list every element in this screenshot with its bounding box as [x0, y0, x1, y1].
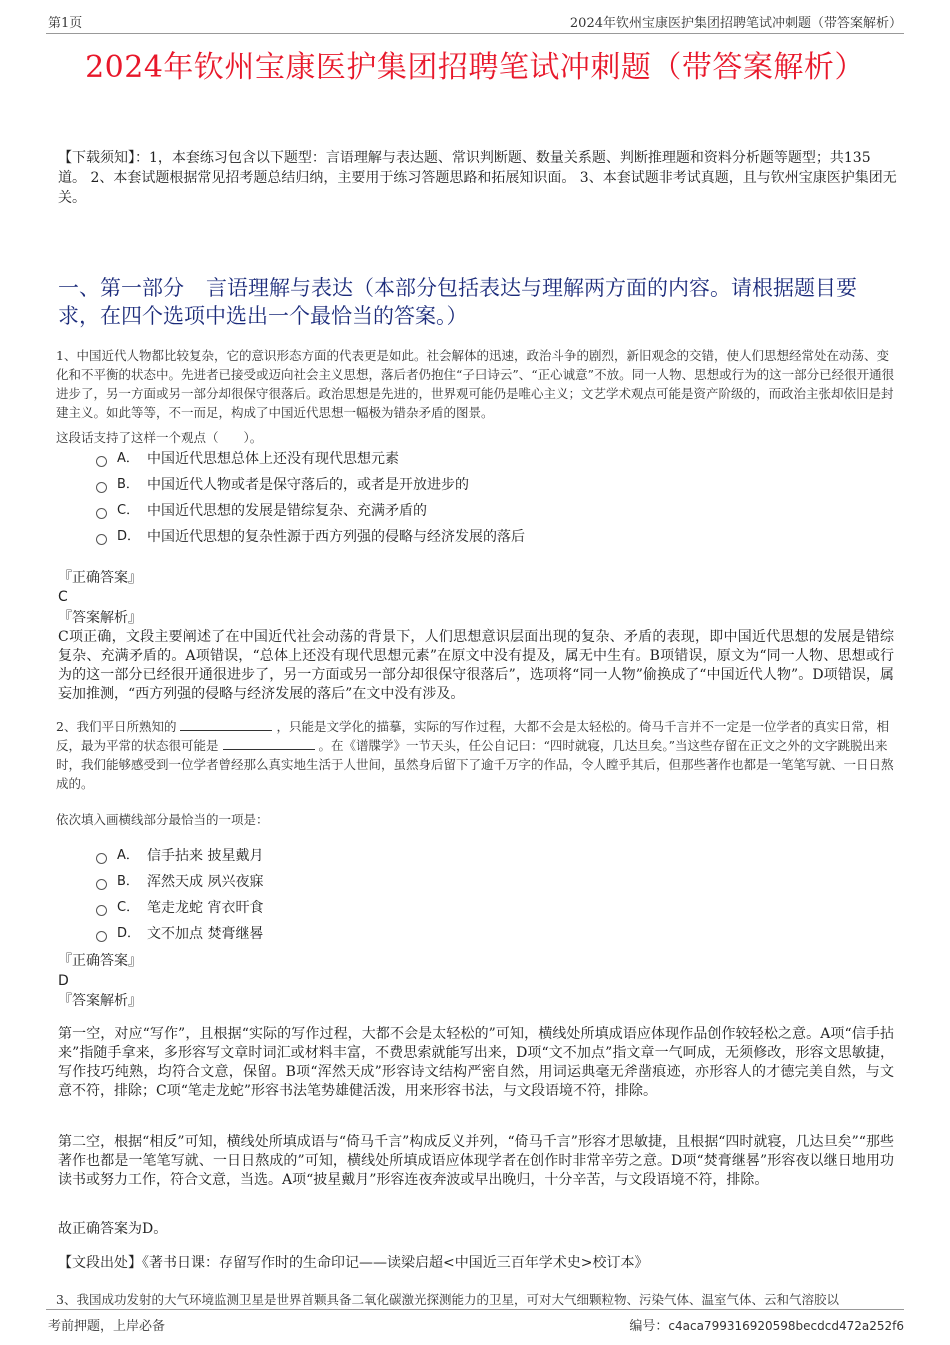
question-2-stem: [56, 717, 898, 793]
option-text: 中国近代思想的复杂性源于西方列强的侵略与经济发展的落后: [147, 529, 525, 545]
fill-blank: [223, 737, 315, 750]
option-text: 中国近代思想总体上还没有现代思想元素: [147, 451, 399, 467]
answer-value: D: [58, 973, 69, 989]
footer-code: [629, 1315, 904, 1334]
stem-part: 2、我们平日所熟知的: [56, 719, 177, 734]
radio-icon[interactable]: [96, 879, 107, 890]
fill-blank: [180, 718, 272, 731]
option-text: 中国近代思想的发展是错综复杂、充满矛盾的: [147, 503, 427, 519]
analysis-text-2: 第二空，根据“相反”可知，横线处所填成语与“倚马千言”构成反义并列，“倚马千言”形容才思敏捷，且根据“四时就寝，几达旦矣”“那些著作也都是一笔笔写就、一日日熬成的”可知，横线处所填成语应体现学者在创作时非常辛劳之意。D项“焚膏继晷”形容夜以继日地用功读书或努力工作，符合文意，当选。A项“披星戴月”形容连夜奔波或早出晚归，十分辛苦，与文段语境不符，排除。: [58, 1134, 894, 1188]
footer-divider: [46, 1309, 904, 1310]
analysis-text: C项正确，文段主要阐述了在中国近代社会动荡的背景下，人们思想意识层面出现的复杂、矛盾的表现，即中国近代思想的发展是错综复杂、充满矛盾的。A项错误，“总体上还没有现代思想元素”在原文中没有提及，属无中生有。B项错误，原文为“同一人物、思想或行为的这一部分已经很开通很进步了，另一方面或另一部分却很保守很落后”，选项将“同一人物”偷换成了“中国近代人物”。D项错误，属妄加推测，“西方列强的侵略与经济发展的落后”在文中没有涉及。: [58, 629, 894, 702]
header-doc-title: 2024年钦州宝康医护集团招聘笔试冲刺题（带答案解析）: [569, 16, 902, 31]
analysis-text-1: 第一空，对应“写作”，且根据“实际的写作过程，大都不会是太轻松的”可知，横线处所填成语应体现作品创作较轻松之意。A项“信手拈来”指随手拿来，多形容写文章时词汇或材料丰富，不费思索就能写出来，D项“文不加点”指文章一气呵成，无须修改，形容文思敏捷，写作技巧纯熟，均符合文意，保留。B项“浑然天成”形容诗文结构严密自然，用词运典毫无斧凿痕迹，亦形容人的才德完美自然，与文意不符，排除；C项“笔走龙蛇”形容书法笔势雄健活泼，用来形容书法，与文段语境不符，排除。: [58, 1026, 894, 1099]
option-d[interactable]: [96, 921, 263, 947]
answer-label: 『正确答案』: [58, 953, 142, 969]
analysis-label: 『答案解析』: [58, 993, 142, 1009]
option-letter: D．: [117, 529, 141, 544]
question-1-options: [96, 446, 525, 550]
source-citation: 【文段出处】《著书日课：存留写作时的生命印记——读梁启超<中国近三百年学术史>校订本》: [58, 1255, 649, 1271]
radio-icon[interactable]: [96, 482, 107, 493]
header-divider: [46, 33, 904, 34]
option-text: 文不加点 焚膏继晷: [147, 926, 264, 942]
conclusion-text: 故正确答案为D。: [58, 1221, 168, 1237]
stem-part: 。在《谱牒学》一节天头，任公自记曰：“四时就寝，几达旦矣。”当这些存留在正文之外的文字跳脱出来时，我们能够感受到一位学者曾经那么真实地生活于人世间，虽然身后留下了逾千万字的作品，令人瞠乎其后，但那些著作也都是一笔笔写就、一日日熬成的。: [56, 738, 894, 791]
option-letter: A．: [117, 451, 139, 466]
answer-value: C: [58, 589, 68, 605]
question-1-prompt: 这段话支持了这样一个观点（ ）。: [56, 430, 263, 445]
download-notice: 【下载须知】：1，本套练习包含以下题型：言语理解与表达题、常识判断题、数量关系题、判断推理题和资料分析题等题型；共135道。 2、本套试题根据常见招考题总结归纳，主要用于练习答题思路和拓展知识面。 3、本套试题非考试真题，且与钦州宝康医护集团无关。: [58, 150, 897, 206]
radio-icon[interactable]: [96, 853, 107, 864]
option-b[interactable]: [96, 472, 525, 498]
section-number: 一、第一部分: [58, 276, 184, 300]
option-letter: C．: [117, 900, 140, 915]
radio-icon[interactable]: [96, 931, 107, 942]
option-text: 信手拈来 披星戴月: [147, 848, 264, 864]
question-2-options: [96, 843, 263, 947]
stem-part: ，只能是文学化的描摹，实际的写作过程，大都不会是太轻松的。倚马千言并不一定是一位学者的真实日常，相反，最为平常的状态很可能是: [56, 719, 889, 753]
question-3-clipped: [0, 1288, 950, 1308]
option-c[interactable]: [96, 895, 263, 921]
radio-icon[interactable]: [96, 905, 107, 916]
page-title: 2024年钦州宝康医护集团招聘笔试冲刺题（带答案解析）: [85, 50, 865, 85]
section-heading: [58, 274, 898, 330]
option-text: 笔走龙蛇 宵衣旰食: [147, 900, 264, 916]
analysis-label: 『答案解析』: [58, 610, 142, 626]
section-text: 言语理解与表达（本部分包括表达与理解两方面的内容。请根据题目要求，在四个选项中选出一个最恰当的答案。）: [58, 276, 857, 328]
question-2-prompt: 依次填入画横线部分最恰当的一项是：: [56, 812, 269, 827]
radio-icon[interactable]: [96, 534, 107, 545]
question-1-stem: 1、中国近代人物都比较复杂，它的意识形态方面的代表更是如此。社会解体的迅速，政治斗争的剧烈，新旧观念的交错，使人们思想经常处在动荡、变化和不平衡的状态中。先进者已接受或迈向社会主义思想，落后者仍抱住“子曰诗云”、“正心诚意”不放。同一人物、思想或行为的这一部分已经很开通很进步了，另一方面或另一部分却很保守很落后。政治思想是先进的，世界观可能仍是唯心主义；文艺学术观点可能是资产阶级的，而政治主张却依旧是封建主义。如此等等，不一而足，构成了中国近代思想一幅极为错杂矛盾的图景。: [56, 348, 895, 420]
code-label: 编号：: [629, 1319, 669, 1334]
radio-icon[interactable]: [96, 508, 107, 519]
option-letter: C．: [117, 503, 140, 518]
option-d[interactable]: [96, 524, 525, 550]
radio-icon[interactable]: [96, 456, 107, 467]
option-b[interactable]: [96, 869, 263, 895]
option-letter: A．: [117, 848, 139, 863]
option-c[interactable]: [96, 498, 525, 524]
answer-label: 『正确答案』: [58, 570, 142, 586]
option-a[interactable]: [96, 446, 525, 472]
option-text: 中国近代人物或者是保守落后的，或者是开放进步的: [147, 477, 469, 493]
option-text: 浑然天成 夙兴夜寐: [147, 874, 264, 890]
code-value: c4aca799316920598becdcd472a252f6: [668, 1319, 904, 1333]
footer-slogan: 考前押题，上岸必备: [48, 1319, 166, 1334]
option-letter: B．: [117, 874, 139, 889]
option-a[interactable]: [96, 843, 263, 869]
option-letter: D．: [117, 926, 141, 941]
question-3-stem: 3、我国成功发射的大气环境监测卫星是世界首颗具备二氧化碳激光探测能力的卫星，可对大气细颗粒物、污染气体、温室气体、云和气溶胶以: [56, 1292, 839, 1307]
option-letter: B．: [117, 477, 139, 492]
page-number: 第1页: [48, 16, 83, 31]
